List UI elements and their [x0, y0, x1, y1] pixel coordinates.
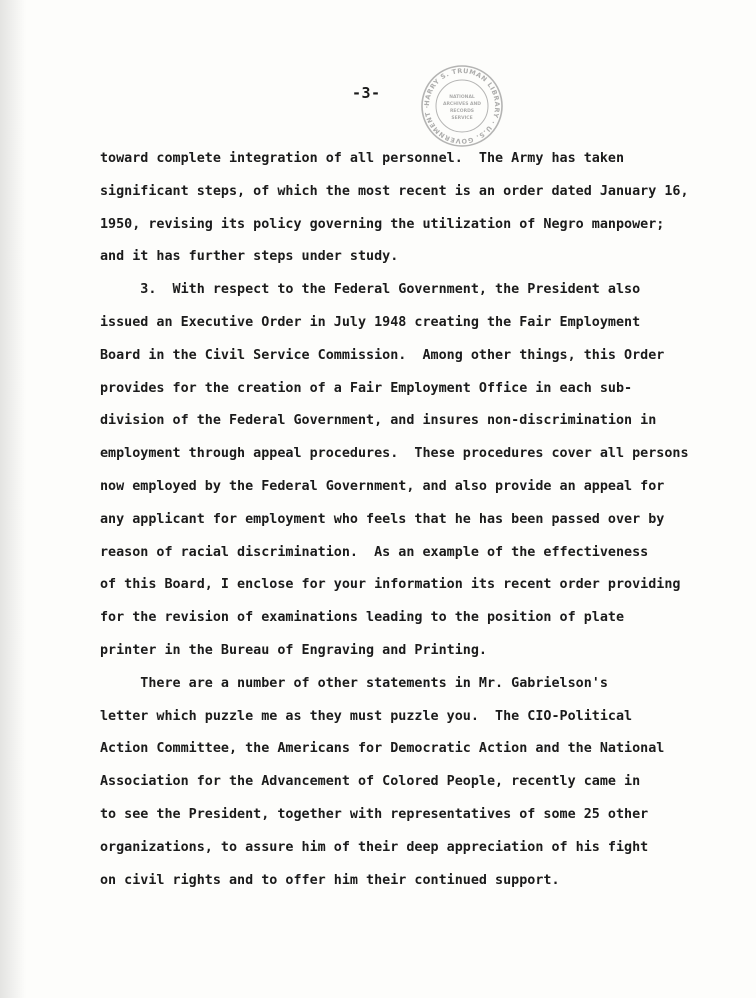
text-line: significant steps, of which the most recent is an order dated January 16, [100, 183, 689, 199]
text-line: Board in the Civil Service Commission. Among other things, this Order [100, 347, 665, 363]
text-line: 1950, revising its policy governing the utilization of Negro manpower; [100, 216, 665, 232]
text-line: provides for the creation of a Fair Employment Office in each sub- [100, 380, 633, 396]
text-line: any applicant for employment who feels that he has been passed over by [100, 511, 665, 527]
text-line: for the revision of examinations leading to the position of plate [100, 610, 625, 626]
text-line: Action Committee, the Americans for Democratic Action and the National [100, 741, 665, 757]
stamp-center-line: ARCHIVES AND [442, 102, 482, 107]
text-line: and it has further steps under study. [100, 249, 399, 265]
text-line: on civil rights and to offer him their continued support. [100, 872, 560, 888]
text-line: reason of racial discrimination. As an example of the effectiveness [100, 544, 649, 560]
text-line: issued an Executive Order in July 1948 creating the Fair Employment [100, 314, 641, 330]
text-line: now employed by the Federal Government, and also provide an appeal for [100, 478, 665, 494]
text-line: division of the Federal Government, and insures non-discrimination in [100, 413, 657, 429]
stamp-center-line: RECORDS [449, 109, 475, 114]
text-line: employment through appeal procedures. These procedures cover all persons [100, 446, 689, 462]
page-number: -3- [352, 84, 381, 102]
page-edge-shadow [0, 0, 26, 998]
stamp-center-line: NATIONAL [449, 95, 475, 100]
text-line: toward complete integration of all personnel. The Army has taken [100, 151, 625, 166]
text-line: 3. With respect to the Federal Government, the President also [100, 282, 641, 298]
text-line: to see the President, together with representatives of some 25 other [100, 806, 649, 822]
text-line: of this Board, I enclose for your information its recent order providing [100, 577, 681, 593]
text-line: There are a number of other statements in Mr. Gabrielson's [100, 675, 608, 691]
text-line: organizations, to assure him of their deep appreciation of his fight [100, 839, 649, 855]
text-line: letter which puzzle me as they must puzzle you. The CIO-Political [100, 708, 633, 724]
stamp-ring-text: HARRY S. TRUMAN LIBRARY · U.S. GOVERNMENT · [422, 66, 502, 146]
stamp-center-line: SERVICE [451, 116, 473, 121]
text-line: printer in the Bureau of Engraving and Printing. [100, 642, 487, 658]
text-line: Association for the Advancement of Colored People, recently came in [100, 774, 641, 790]
archive-stamp [420, 64, 504, 148]
letter-body [100, 148, 700, 902]
